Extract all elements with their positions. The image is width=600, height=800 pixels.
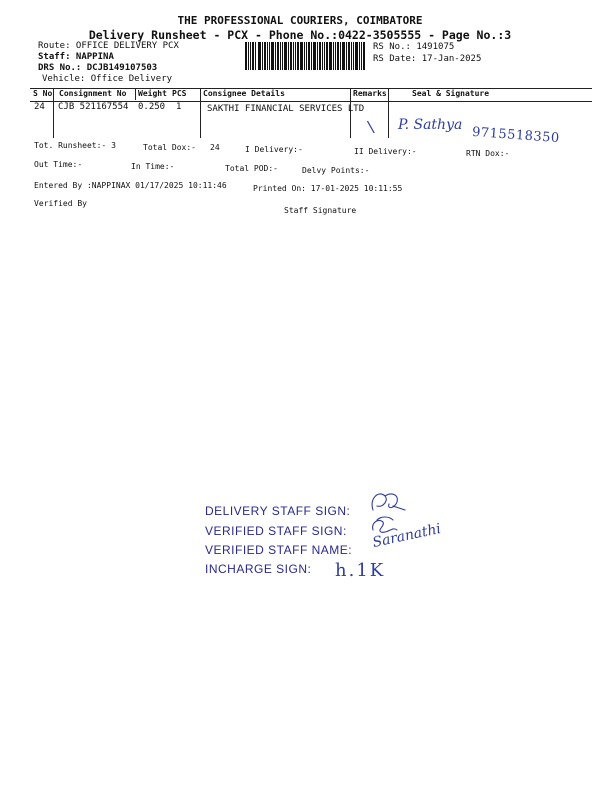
verified-staff-name-handwritten: Saranathi [371,520,443,552]
staff-signature-label: Staff Signature [284,206,357,215]
i-delivery: I Delivery:- [245,145,303,154]
company-name: THE PROFESSIONAL COURIERS, COIMBATORE [177,14,423,27]
row-consignment: CJB 521167554 [58,102,129,112]
column-divider [388,88,389,138]
header-consignment: Consignment No [59,89,127,98]
header-remarks: Remarks [353,89,387,98]
vehicle: Vehicle: Office Delivery [42,74,173,84]
delivery-signature: P. Sathya [398,117,463,133]
verified-by: Verified By [34,199,87,208]
row-consignee: SAKTHI FINANCIAL SERVICES LTD [207,104,365,114]
drs-number: DRS No.: DCJB149107503 [38,63,158,73]
column-divider [135,88,136,100]
route: Route: OFFICE DELIVERY PCX [38,41,179,51]
header-sno: S No [33,89,53,98]
in-time: In Time:- [131,162,175,171]
rs-date: RS Date: 17-Jan-2025 [373,54,482,64]
remark-mark: \ [366,116,376,137]
stamp-verified-staff-name: VERIFIED STAFF NAME: [205,543,353,557]
ii-delivery: II Delivery:- [354,147,417,156]
incharge-signature: h.1K [335,560,386,581]
staff: Staff: NAPPINA [38,52,114,62]
row-weight: 0.250 [138,102,166,112]
header-weight: Weight [138,89,167,98]
header-seal-signature: Seal & Signature [412,89,490,98]
rs-number: RS No.: 1491075 [373,42,455,52]
row-pcs: 1 [176,102,182,112]
runsheet-title: Delivery Runsheet - PCX - Phone No.:0422-3505555 - Page No.:3 [88,28,512,42]
handwritten-phone: 9715518350 [471,124,561,147]
column-divider [53,88,54,138]
row-sno: 24 [34,102,45,112]
stamp-delivery-staff-sign: DELIVERY STAFF SIGN: [205,504,351,518]
stamp-incharge-sign: INCHARGE SIGN: [205,562,312,576]
printed-on: Printed On: 17-01-2025 10:11:55 [253,184,403,193]
stamp-verified-staff-sign: VERIFIED STAFF SIGN: [205,524,347,538]
header-pcs: PCS [172,89,187,98]
total-dox-label: Total Dox:- [143,143,196,152]
total-runsheet: Tot. Runsheet:- 3 [34,141,116,150]
header-consignee: Consignee Details [203,89,285,98]
column-divider [200,88,201,138]
rtn-dox: RTN Dox:- [466,149,510,158]
entered-by: Entered By :NAPPINAX 01/17/2025 10:11:46 [34,181,227,190]
out-time: Out Time:- [34,160,83,169]
total-dox-value: 24 [210,143,220,152]
total-pod: Total POD:- [225,164,278,173]
barcode [245,42,365,70]
delivery-points: Delvy Points:- [302,166,370,175]
